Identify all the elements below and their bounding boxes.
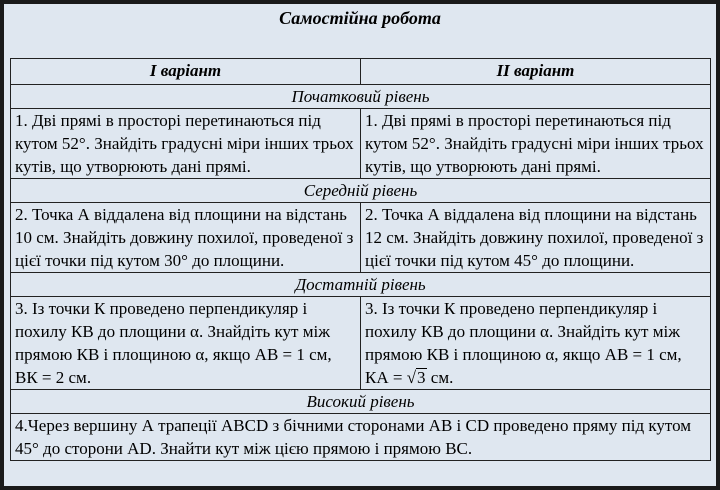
worksheet: [4, 4, 716, 486]
task-1-variant-1: 1. Дві прямі в просторі перетинаються під кутом 52°. Знайдіть градусні міри інших трьох кутів, що утворюють дані прямі.: [11, 109, 361, 179]
square-root: √3: [406, 368, 426, 387]
task-4: 4.Через вершину А трапеції ABCD з бічними сторонами АВ і CD проведено пряму під кутом 45° до сторони AD. Знайти кут між цією прямою і прямою ВС.: [11, 414, 711, 461]
level-medium: Середній рівень: [11, 179, 711, 203]
radicand: 3: [417, 368, 426, 387]
task-3-variant-2-unit: см.: [430, 368, 454, 387]
tasks-table: [10, 58, 711, 461]
level-sufficient: Достатній рівень: [11, 273, 711, 297]
level-initial: Початковий рівень: [11, 85, 711, 109]
task-2-variant-2: 2. Точка А віддалена від площини на відстань 12 см. Знайдіть довжину похилої, проведеної з цієї точки під кутом 45° до площини.: [361, 203, 711, 273]
task-2-variant-1: 2. Точка А віддалена від площини на відстань 10 см. Знайдіть довжину похилої, проведеної з цієї точки під кутом 30° до площини.: [11, 203, 361, 273]
level-high: Високий рівень: [11, 390, 711, 414]
header-variant-1: І варіант: [11, 59, 361, 85]
page-title: Самостійна робота: [279, 8, 441, 28]
task-3-variant-2: [361, 297, 711, 390]
task-3-variant-2-text: 3. Із точки К проведено перпендикуляр і похилу КВ до площини α. Знайдіть кут між прямою КВ і площиною α, якщо АВ = 1 см, КА =: [365, 299, 682, 387]
header-variant-2: ІІ варіант: [361, 59, 711, 85]
task-1-variant-2: 1. Дві прямі в просторі перетинаються під кутом 52°. Знайдіть градусні міри інших трьох кутів, що утворюють дані прямі.: [361, 109, 711, 179]
task-3-variant-1: 3. Із точки К проведено перпендикуляр і похилу КВ до площини α. Знайдіть кут між прямою КВ і площиною α, якщо АВ = 1 см, ВК = 2 см.: [11, 297, 361, 390]
